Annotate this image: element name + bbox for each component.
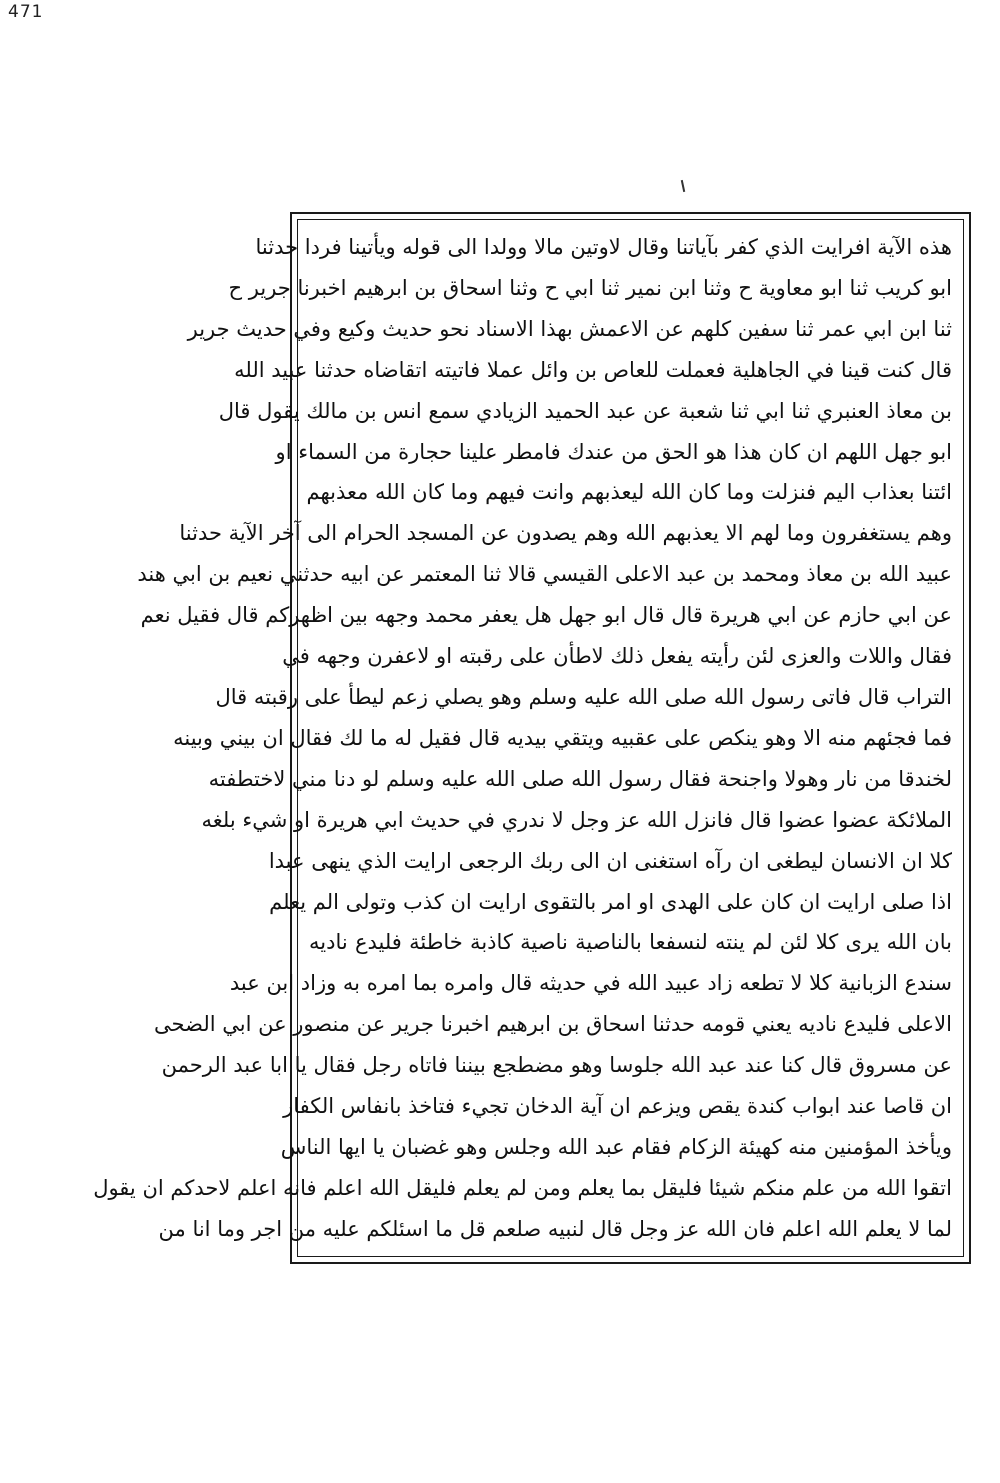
ink-mark	[681, 180, 685, 192]
text-line: الاعلى فليدع ناديه يعني قومه حدثنا اسحاق بن ابرهيم اخبرنا جرير عن منصور عن ابي الضحى	[154, 1012, 952, 1037]
text-line: فقال واللات والعزى لئن رأيته يفعل ذلك لاطأن على رقبته او لاعفرن وجهه في	[282, 644, 952, 669]
text-line: وهم يستغفرون وما لهم الا يعذبهم الله وهم يصدون عن المسجد الحرام الى آخر الآية حدثنا	[179, 521, 952, 546]
text-line: التراب قال فاتى رسول الله صلى الله عليه وسلم وهو يصلي زعم ليطأ على رقبته قال	[215, 684, 952, 709]
text-line: سندع الزبانية كلا لا تطعه زاد عبيد الله في حديثه قال وامره بما امره به وزاد ابن عبد	[229, 971, 952, 996]
text-line: بان الله يرى كلا لئن لم ينته لنسفعا بالناصية ناصية كاذبة خاطئة فليدع ناديه	[309, 930, 952, 955]
page-number: 471	[8, 2, 44, 22]
text-line: ثنا ابن ابي عمر ثنا سفين كلهم عن الاعمش بهذا الاسناد نحو حديث وكيع وفي حديث جرير	[187, 316, 952, 341]
text-line: قال كنت قينا في الجاهلية فعملت للعاص بن وائل عملا فاتيته اتقاضاه حدثنا عبيد الله	[234, 357, 952, 382]
text-line: ويأخذ المؤمنين منه كهيئة الزكام فقام عبد الله وجلس وهو غضبان يا ايها الناس	[280, 1134, 952, 1159]
text-line: ابو كريب ثنا ابو معاوية ح وثنا ابن نمير ثنا ابي ح وثنا اسحاق بن ابرهيم اخبرنا جرير ح	[228, 275, 952, 300]
text-line: فما فجئهم منه الا وهو ينكص على عقبيه ويتقي بيديه قال فقيل له ما لك فقال ان بيني وبينه	[173, 725, 952, 750]
text-line: عن ابي حازم عن ابي هريرة قال قال ابو جهل هل يعفر محمد وجهه بين اظهركم قال فقيل نعم	[140, 603, 952, 628]
text-line: بن معاذ العنبري ثنا ابي ثنا شعبة عن عبد الحميد الزيادي سمع انس بن مالك يقول قال	[218, 398, 952, 423]
manuscript-text-block	[93, 226, 958, 1250]
text-line: اذا صلى ارايت ان كان على الهدى او امر بالتقوى ارايت ان كذب وتولى الم يعلم	[269, 889, 952, 914]
text-line: كلا ان الانسان ليطغى ان رآه استغنى ان الى ربك الرجعى ارايت الذي ينهى عبدا	[268, 848, 952, 873]
text-line: ائتنا بعذاب اليم فنزلت وما كان الله ليعذبهم وانت فيهم وما كان الله معذبهم	[306, 480, 952, 505]
text-line: لخندقا من نار وهولا واجنحة فقال رسول الله صلى الله عليه وسلم لو دنا مني لاختطفته	[208, 766, 952, 791]
text-line: عن مسروق قال كنا عند عبد الله جلوسا وهو مضطجع بيننا فاتاه رجل فقال يا ابا عبد الرحمن	[161, 1053, 952, 1078]
text-line: ابو جهل اللهم ان كان هذا هو الحق من عندك فامطر علينا حجارة من السماء او	[275, 439, 952, 464]
text-line: ان قاصا عند ابواب كندة يقص ويزعم ان آية الدخان تجيء فتاخذ بانفاس الكفار	[283, 1094, 952, 1119]
text-line: الملائكة عضوا عضوا قال فانزل الله عز وجل لا ندري في حديث ابي هريرة او شيء بلغه	[201, 807, 952, 832]
text-line: اتقوا الله من علم منكم شيئا فليقل بما يعلم ومن لم يعلم فليقل الله اعلم فانه اعلم لاحدكم ان يقول	[93, 1175, 952, 1200]
text-line: هذه الآية افرايت الذي كفر بآياتنا وقال لاوتين مالا وولدا الى قوله ويأتينا فردا حدثنا	[255, 235, 952, 259]
text-line: عبيد الله بن معاذ ومحمد بن عبد الاعلى القيسي قالا ثنا المعتمر عن ابيه حدثني نعيم بن ابي هند	[137, 562, 952, 587]
text-line: لما لا يعلم الله اعلم فان الله عز وجل قال لنبيه صلعم قل ما اسئلكم عليه من اجر وما انا من	[158, 1216, 952, 1241]
